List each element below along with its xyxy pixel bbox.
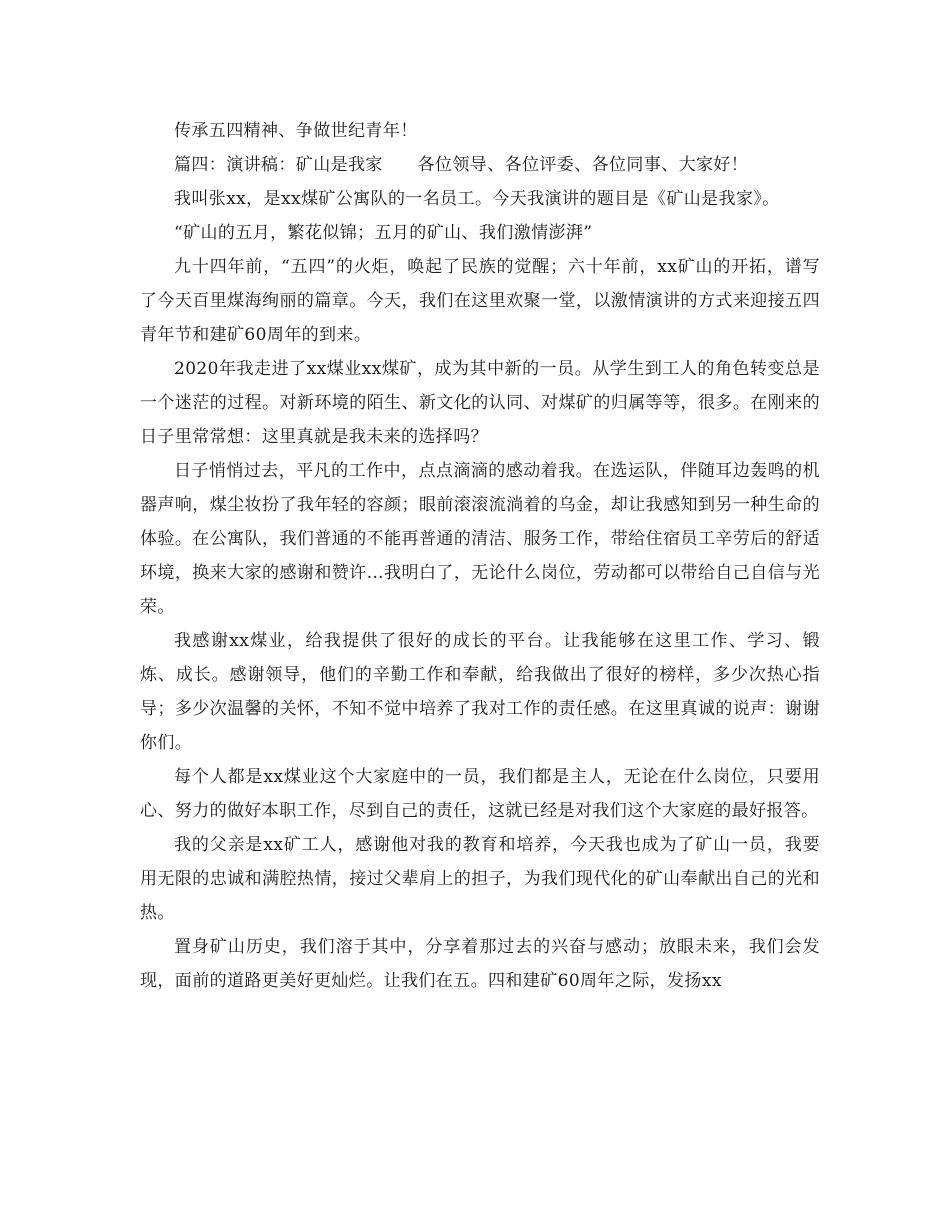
paragraph-quote: “矿山的五月，繁花似锦；五月的矿山、我们激情澎湃”	[174, 223, 593, 243]
paragraph-family: 每个人都是xx煤业这个大家庭中的一员，我们都是主人，无论在什么岗位，只要用心、努力的做好本职工作，尽到自己的责任，这就已经是对我们这个大家庭的最好报答。	[140, 767, 820, 821]
paragraph-closing-line: 传承五四精神、争做世纪青年！	[174, 121, 418, 141]
paragraph-speech-title: 篇四：演讲稿：矿山是我家 各位领导、各位评委、各位同事、大家好！	[174, 155, 749, 175]
paragraph-father: 我的父亲是xx矿工人，感谢他对我的教育和培养，今天我也成为了矿山一员，我要用无限的忠诚和满腔热情，接过父辈肩上的担子，为我们现代化的矿山奉献出自己的光和热。	[140, 835, 820, 923]
paragraph-daily-work: 日子悄悄过去，平凡的工作中，点点滴滴的感动着我。在选运队，伴随耳边轰鸣的机器声响，煤尘妆扮了我年轻的容颜；眼前滚滚流淌着的乌金，却让我感知到另一种生命的体验。在公寓队，我们普通的不能再普通的清洁、服务工作，带给住宿员工辛劳后的舒适环境，换来大家的感谢和赞许…我明白了，无论什么岗位，劳动都可以带给自己自信与光荣。	[140, 461, 820, 617]
paragraph-history: 九十四年前，“五四”的火炬，唤起了民族的觉醒；六十年前，xx矿山的开拓，谱写了今天百里煤海绚丽的篇章。今天，我们在这里欢聚一堂，以激情演讲的方式来迎接五四青年节和建矿60周年的到来。	[140, 257, 820, 345]
paragraph-gratitude: 我感谢xx煤业，给我提供了很好的成长的平台。让我能够在这里工作、学习、锻炼、成长。感谢领导，他们的辛勤工作和奉献，给我做出了很好的榜样，多少次热心指导；多少次温馨的关怀，不知不觉中培养了我对工作的责任感。在这里真诚的说声：谢谢你们。	[140, 631, 820, 753]
paragraph-future: 置身矿山历史，我们溶于其中，分享着那过去的兴奋与感动；放眼未来，我们会发现，面前的道路更美好更灿烂。让我们在五。四和建矿60周年之际，发扬xx	[140, 937, 820, 991]
paragraph-joining: 2020年我走进了xx煤业xx煤矿，成为其中新的一员。从学生到工人的角色转变总是一个迷茫的过程。对新环境的陌生、新文化的认同、对煤矿的归属等等，很多。在刚来的日子里常常想：这里真就是我未来的选择吗？	[140, 359, 820, 447]
paragraph-introduction: 我叫张xx，是xx煤矿公寓队的一名员工。今天我演讲的题目是《矿山是我家》。	[174, 189, 780, 209]
document-body	[140, 114, 820, 998]
